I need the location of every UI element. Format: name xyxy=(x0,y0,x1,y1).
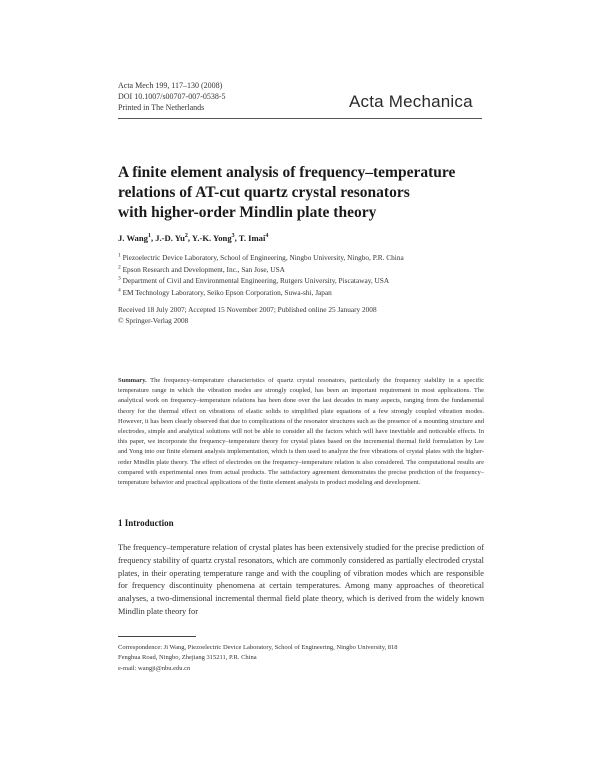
footnote-line: Fenghua Road, Ningbo, Zhejiang 315211, P.R. China xyxy=(118,654,257,662)
author-affiliation-mark: 4 xyxy=(265,233,269,240)
paper-title xyxy=(118,163,488,223)
correspondence-footnote xyxy=(118,643,484,674)
author-name: Y.-K. Yong xyxy=(191,233,232,243)
title-line: with higher-order Mindlin plate theory xyxy=(118,204,377,221)
author-affiliation-mark: 2 xyxy=(184,233,188,240)
journal-header-info xyxy=(118,80,226,113)
title-line: relations of AT-cut quartz crystal resonators xyxy=(118,184,410,201)
author-name: J. Wang xyxy=(118,233,148,243)
citation: Acta Mech 199, 117–130 (2008) xyxy=(118,81,223,90)
printed-location: Printed in The Netherlands xyxy=(118,103,205,112)
title-line: A finite element analysis of frequency–temperature xyxy=(118,164,456,181)
affiliation: $^4$ EM Technology Laboratory, Seiko Epson Corporation, Suwa-shi, Japan xyxy=(118,287,332,297)
author-name: J.-D. Yu xyxy=(155,233,185,243)
section-body: The frequency–temperature relation of crystal plates has been extensively studied for the precise prediction of frequency stability of quartz crystal resonators, which are commonly considered as partially electroded crystal plates, in their operating temperature range and with the coupling of vibration modes which are responsible for frequency discontinuity phenomena at certain temperatures. Among many approaches of theoretical analyses, a two-dimensional incremental thermal field plate theory, which is derived from the widely known Mindlin plate theory for xyxy=(118,543,484,616)
footnote-line: Correspondence: Ji Wang, Piezoelectric Device Laboratory, School of Engineering, Ningbo University, 818 xyxy=(118,644,398,651)
affiliation: $^3$ Department of Civil and Environmental Engineering, Rutgers University, Piscataway, USA xyxy=(118,275,390,286)
abstract-text: The frequency–temperature characteristics of quartz crystal resonators, particularly the frequency stability in a specific temperature range in which the vibration modes are strongly coupled, has been an important requirement in most applications. The analytical work on frequency–temperature relations has been done over the last decades in many aspects, ranging from the fundamental theory for the thermal effect on vibrations of elastic solids to simplified plate equations of a few strongly coupled vibration modes. However, it has been clearly observed that due to complications of the resonator structures such as the presence of a mounting structure and electrodes, simple and analytical solutions will not be able to consider all the factors which will have inevitable and noticeable effects. In this paper, we incorporate the frequency–temperature theory for crystal plates based on the incremental thermal field formulation by Lee and Yong into our finite element analysis implementation, which is then used to analyze the free vibrations of crystal plates with the higher-order Mindlin plate theory. The effect of electrodes on the frequency–temperature relation is also considered. The computational results are compared with experimental ones from actual products. The satisfactory agreement demonstrates the precise prediction of the frequency–temperature behavior and practical applications of the finite element analysis in product modeling and development. xyxy=(118,377,484,487)
header-divider xyxy=(118,118,482,119)
affiliation: $^2$ Epson Research and Development, Inc., San Jose, USA xyxy=(118,264,285,274)
copyright: © Springer-Verlag 2008 xyxy=(118,316,189,325)
author-affiliation-mark: 3 xyxy=(231,233,235,240)
publication-dates xyxy=(118,304,377,326)
abstract-label: Summary. xyxy=(118,377,147,384)
affiliation-list xyxy=(118,252,404,298)
author-affiliation-mark: 1 xyxy=(147,233,151,240)
doi: DOI 10.1007/s00707-007-0538-5 xyxy=(118,92,226,101)
abstract xyxy=(118,376,484,488)
received-dates: Received 18 July 2007; Accepted 15 November 2007; Published online 25 January 2008 xyxy=(118,305,377,314)
section-heading: 1 Introduction xyxy=(118,518,174,528)
journal-logo: Acta Mechanica xyxy=(349,92,473,111)
author-list: J. Wang$^1$, J.-D. Yu$^2$, Y.-K. Yong$^3$, T. Imai$^4$ xyxy=(118,233,269,243)
footnote-divider xyxy=(118,636,196,637)
affiliation: $^1$ Piezoelectric Device Laboratory, School of Engineering, Ningbo University, Ningbo, P.R. China xyxy=(118,252,404,262)
footnote-email: e-mail: wangji@nbu.edu.cn xyxy=(118,664,191,672)
author-name: T. Imai xyxy=(238,233,266,243)
